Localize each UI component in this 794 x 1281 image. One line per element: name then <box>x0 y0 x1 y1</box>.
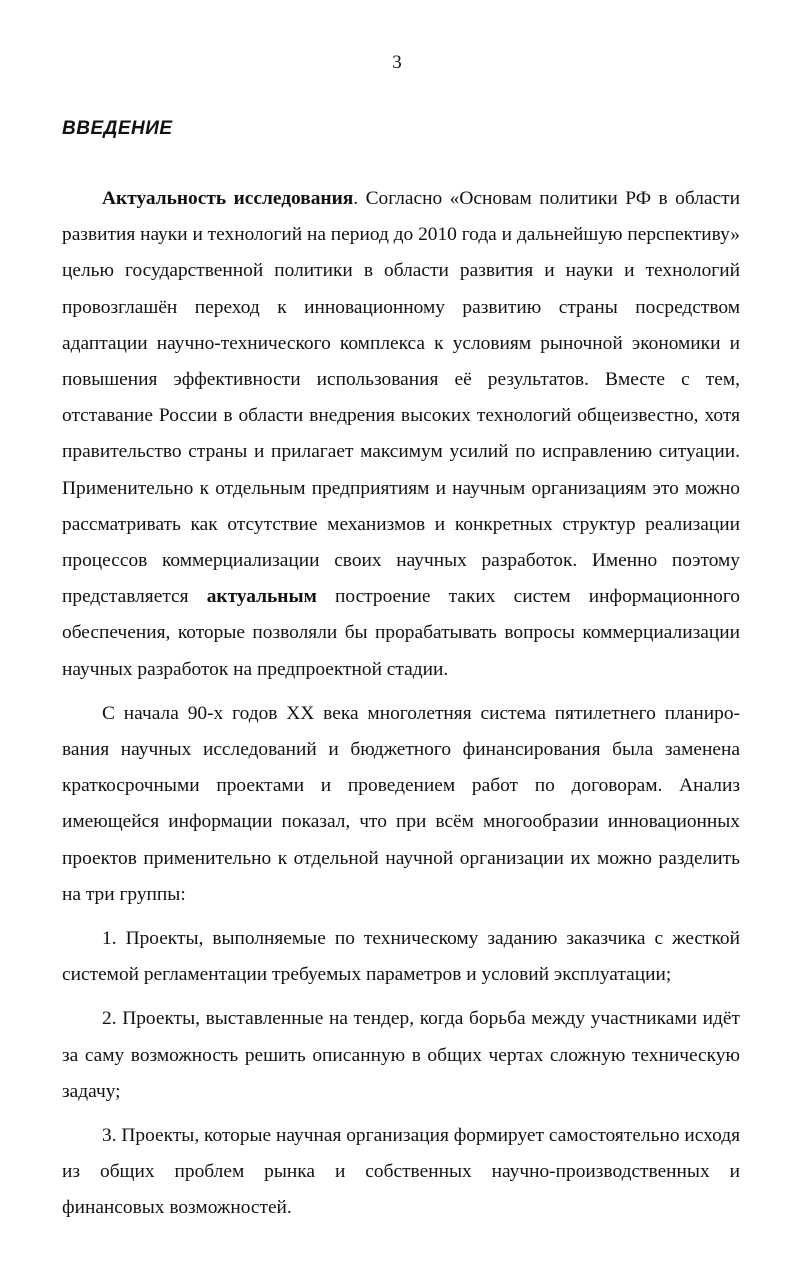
list-item-project-type-3: 3. Проекты, которые научная организация формирует самостоятельно исходя из общих проблем рынка и собственных научно-производственных и финансовых возможностей. <box>62 1125 740 1219</box>
section-heading: ВВЕДЕНИЕ <box>62 118 173 139</box>
body-text <box>62 181 740 1235</box>
list-item-project-type-1: 1. Проекты, выполняемые по техническому заданию заказчика с жесткой системой регламентации требуемых параметров и условий эксплуатации; <box>62 928 740 986</box>
paragraph-relevance <box>62 181 740 688</box>
page-number: 3 <box>392 52 402 73</box>
relevance-term: Актуальность исследования <box>102 188 354 209</box>
list-item-project-type-2: 2. Проекты, выставленные на тендер, когда борьба между участниками идёт за саму возможность решить описанную в общих чертах сложную техническую задачу; <box>62 1008 740 1102</box>
relevant-term: актуальным <box>206 586 317 608</box>
paragraph-history: С начала 90-х годов XX века многолетняя система пятилетнего планирования научных исследований и бюджетного финансирования была заменена краткосрочными проектами и проведением работ по договорам. Анализ имеющейся информации показал, что при всём многообразии инновационных проектов применительно к отдельной научной организации их можно разделить на три группы: <box>62 702 740 905</box>
relevance-text-part-2: построение таких систем информационного обеспечения, которые позволяли бы прорабатывать вопросы коммерциализации научных разработок на предпроектной стадии. <box>62 586 740 680</box>
relevance-text-part-1: . Согласно «Основам политики РФ в области развития науки и технологий на период до 2010 года и дальнейшую перспективу» целью государственной политики в области развития и науки и технологий провозглашён переход к инновационному развитию страны посредством адаптации научно-технического комплекса к условиям рыночной экономики и повышения эффективности использования её результатов. Вместе с тем, отставание России в области внедрения высоких технологий общеизвестно, хотя правительство страны и прилагает максимум усилий по исправлению ситуации. Применительно к отдельным предприятиям и научным организациям это можно рассматривать как отсутствие механизмов и конкретных структур реализации процессов коммерциализации своих научных разработок. Именно поэтому представляется <box>62 188 740 608</box>
